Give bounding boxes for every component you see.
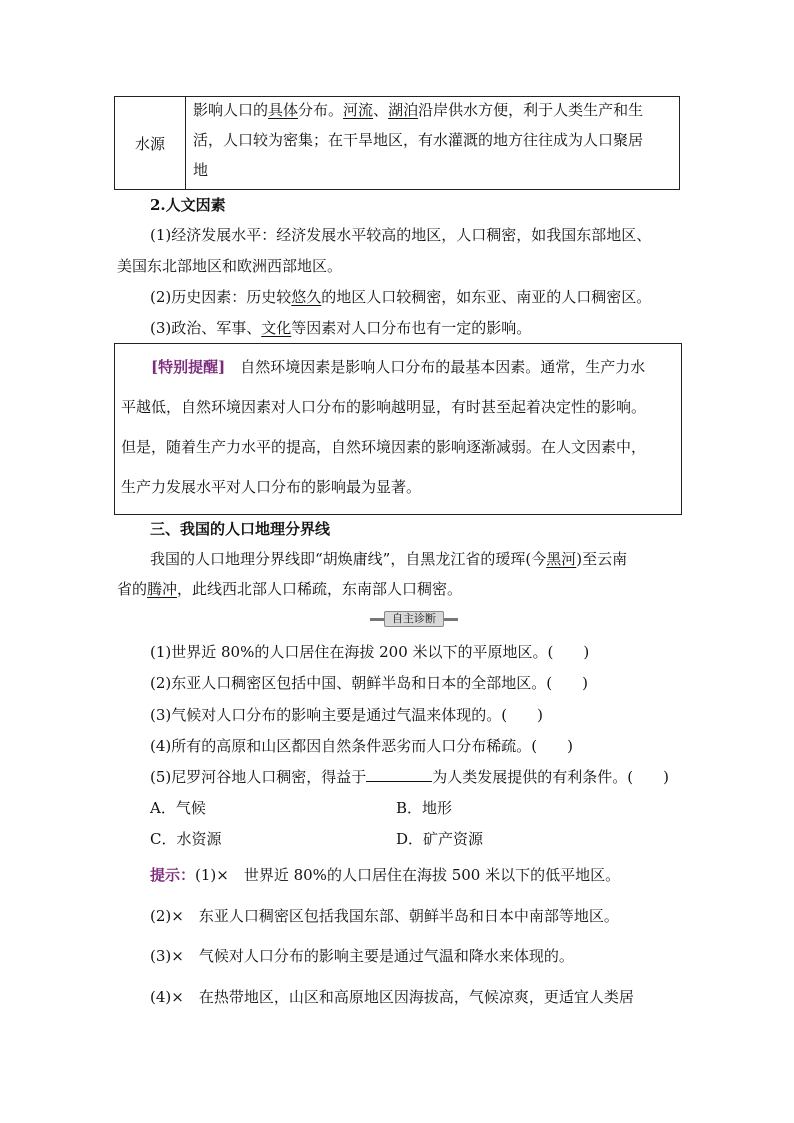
option-a: A．气候	[150, 799, 206, 817]
table-text-line-3: 地	[193, 161, 209, 179]
paragraph-politics: (3)政治、军事、文化等因素对人口分布也有一定的影响。	[150, 319, 532, 337]
table-text-line-2: 活，人口较为密集；在干旱地区，有水灌溉的地方往往成为人口聚居	[193, 131, 644, 149]
answer-2: (2)× 东亚人口稠密区包括我国东部、朝鲜半岛和日本中南部等地区。	[150, 907, 619, 925]
section-heading-boundary: 三、我国的人口地理分界线	[150, 520, 331, 538]
option-b: B．地形	[396, 799, 453, 817]
answer-blank	[366, 767, 432, 782]
option-d: D．矿产资源	[396, 830, 484, 848]
question-4: (4)所有的高原和山区都因自然条件恶劣而人口分布稀疏。( )	[150, 737, 573, 755]
question-5: (5)尼罗河谷地人口稠密，得益于 为人类发展提供的有利条件。( )	[150, 768, 669, 786]
answer-1: 提示：(1)× 世界近 80%的人口居住在海拔 500 米以下的低平地区。	[150, 866, 621, 884]
boundary-line-2: 省的腾冲，此线西北部人口稀疏，东南部人口稠密。	[117, 580, 463, 598]
table-text-line-1: 影响人口的具体分布。河流、湖泊沿岸供水方便，利于人类生产和生	[193, 101, 644, 119]
special-reminder-box	[114, 343, 682, 515]
question-3: (3)气候对人口分布的影响主要是通过气温来体现的。( )	[150, 706, 543, 724]
badge-right-bar	[444, 618, 458, 621]
paragraph-economy-line-1: (1)经济发展水平：经济发展水平较高的地区，人口稠密，如我国东部地区、	[150, 226, 652, 244]
paragraph-history: (2)历史因素：历史较悠久的地区人口较稠密，如东亚、南亚的人口稠密区。	[150, 288, 652, 306]
self-diagnosis-badge	[370, 611, 458, 627]
reminder-line-1: [特别提醒] 自然环境因素是影响人口分布的最基本因素。通常，生产力水	[151, 358, 646, 376]
boundary-line-1: 我国的人口地理分界线即“胡焕庸线”，自黑龙江省的瑷珲(今黑河)至云南	[150, 550, 628, 568]
reminder-line-3: 但是，随着生产力水平的提高，自然环境因素的影响逐渐减弱。在人文因素中，	[121, 438, 647, 456]
section-heading-humanities: 2.人文因素	[150, 196, 226, 214]
reminder-line-2: 平越低，自然环境因素对人口分布的影响越明显，有时甚至起着决定性的影响。	[121, 398, 647, 416]
table-row-label: 水源	[115, 97, 186, 189]
reminder-label: [特别提醒]	[151, 358, 226, 376]
question-1: (1)世界近 80%的人口居住在海拔 200 米以下的平原地区。( )	[150, 643, 590, 661]
badge-left-bar	[370, 618, 384, 621]
tip-label: 提示：	[150, 866, 196, 884]
water-source-table	[114, 96, 680, 190]
badge-label: 自主诊断	[384, 611, 444, 627]
option-c: C．水资源	[150, 830, 222, 848]
answer-3: (3)× 气候对人口分布的影响主要是通过气温和降水来体现的。	[150, 947, 574, 965]
reminder-line-4: 生产力发展水平对人口分布的影响最为显著。	[121, 478, 422, 496]
answer-4: (4)× 在热带地区，山区和高原地区因海拔高，气候凉爽，更适宜人类居	[150, 988, 634, 1006]
paragraph-economy-line-2: 美国东北部地区和欧洲西部地区。	[117, 257, 343, 275]
question-2: (2)东亚人口稠密区包括中国、朝鲜半岛和日本的全部地区。( )	[150, 674, 588, 692]
